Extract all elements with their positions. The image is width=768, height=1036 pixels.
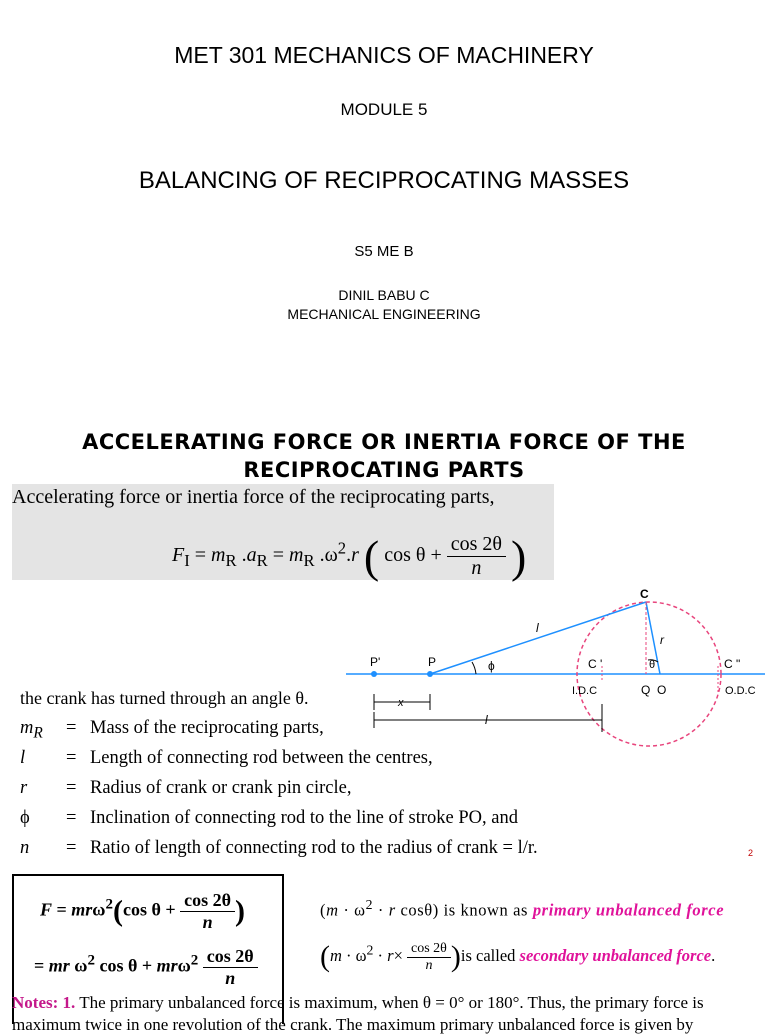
label-idc: I.D.C: [572, 685, 598, 697]
connecting-rod: [430, 602, 646, 674]
notes-text: The primary unbalanced force is maximum, when θ = 0° or 180°. Thus, the primary force is maximum twice in one revolution of the crank. The maximum primary unbalanced force is given by: [12, 993, 704, 1034]
label-phi: ϕ: [488, 659, 495, 673]
label-l: l: [536, 621, 539, 635]
label-x: x: [398, 697, 404, 709]
notes-label: Notes: 1.: [12, 993, 76, 1012]
primary-force-statement: ($m \cdot \omega^2 \cdot r$ cosθ) is known as primary unbalanced force: [320, 897, 725, 920]
label-c-prime: C ': [588, 657, 603, 671]
label-p: P: [428, 655, 437, 669]
class-label: S5 ME B: [354, 243, 414, 260]
primary-term: primary unbalanced force: [532, 900, 725, 920]
label-theta: θ: [649, 659, 656, 671]
secondary-force-statement: ($m \cdot \omega^2 \cdot r\times$ $\frac{\cos 2\theta}{n}$ )is called secondary unbalanced force.: [320, 940, 716, 973]
force-formula-line1: F = mrω$^2$(cos θ + $\frac{\cos 2\theta}{n}$ ): [40, 890, 246, 932]
legend-row-l: l = Length of connecting rod between the centres,: [20, 748, 433, 768]
course-title: MET 301 MECHANICS OF MACHINERY: [174, 42, 594, 68]
content-slide: [0, 400, 768, 1034]
crank-sentence: the crank has turned through an angle θ.: [20, 688, 309, 708]
legend-row-mr: $m_R$ = Mass of the reciprocating parts,: [20, 718, 324, 742]
crank-diagram: [340, 586, 768, 758]
module-label: MODULE 5: [340, 100, 428, 119]
page-number: 2: [748, 848, 754, 858]
label-r: r: [660, 633, 664, 647]
notes-paragraph: [12, 992, 760, 1036]
legend-row-r: r = Radius of crank or crank pin circle,: [20, 778, 352, 798]
secondary-term: secondary unbalanced force: [519, 945, 712, 965]
label-c-dprime: C ": [724, 657, 741, 671]
force-formula-line2: = mr $\omega^2$ cos θ + mrω$^2$ $\frac{\cos 2\theta}{n}$: [34, 946, 258, 989]
slide-heading-line1: ACCELERATING FORCE OR INERTIA FORCE OF THE: [82, 430, 686, 454]
point-p-prime: [371, 671, 377, 677]
legend-row-n: n = Ratio of length of connecting rod to the radius of crank = l/r.: [20, 838, 538, 858]
label-l-dim: l: [485, 713, 488, 727]
label-o: O: [657, 683, 667, 697]
topic-title: BALANCING OF RECIPROCATING MASSES: [138, 167, 630, 194]
slide-heading-line2: RECIPROCATING PARTS: [243, 458, 525, 482]
label-c: C: [640, 587, 649, 601]
department-name: MECHANICAL ENGINEERING: [287, 306, 481, 322]
intro-text: Accelerating force or inertia force of the reciprocating parts,: [12, 486, 495, 508]
label-odc: O.D.C: [725, 685, 756, 697]
author-name: DINIL BABU C: [338, 287, 430, 303]
point-p: [427, 671, 433, 677]
phi-arc: [472, 662, 476, 674]
legend-row-phi: ϕ = Inclination of connecting rod to the line of stroke PO, and: [20, 808, 518, 828]
label-q: Q: [641, 683, 651, 697]
title-slide: [0, 0, 768, 400]
inertia-force-formula: $F_I = m_R$ $.a_R = m_R$ $.\omega^2.r$ ( cos θ + $\frac{\cos 2\theta}{n}$ ): [172, 531, 527, 582]
label-p-prime: P': [370, 655, 381, 669]
